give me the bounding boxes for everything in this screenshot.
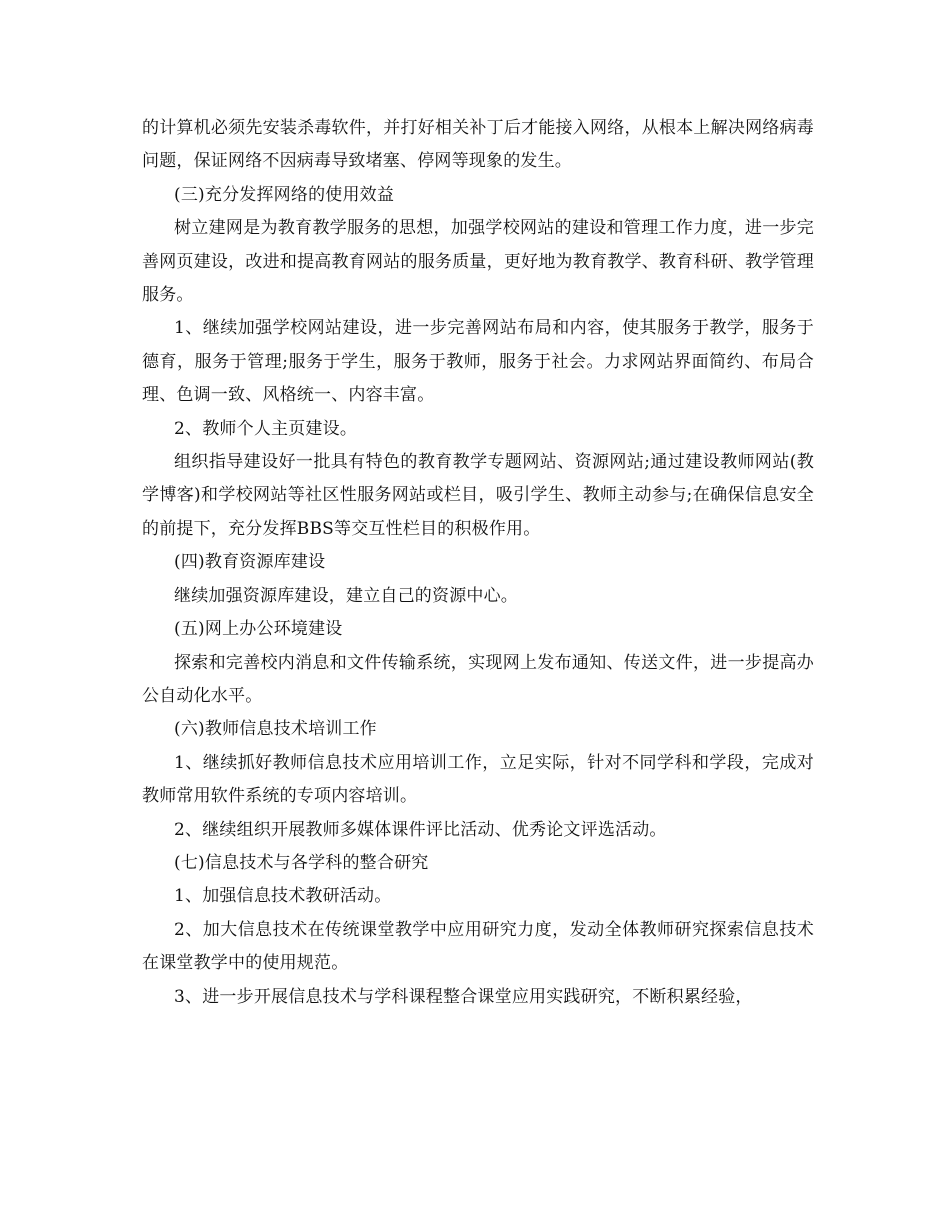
document-body [142,112,814,1014]
paragraph: 探索和完善校内消息和文件传输系统，实现网上发布通知、传送文件，进一步提高办公自动化水平。 [142,652,814,706]
list-item: 2、教师个人主页建设。 [174,418,358,439]
section-heading: (三)充分发挥网络的使用效益 [174,184,395,205]
section-heading: (七)信息技术与各学科的整合研究 [174,852,429,873]
paragraph: 树立建网是为教育教学服务的思想，加强学校网站的建设和管理工作力度，进一步完善网页建设，改进和提高教育网站的服务质量，更好地为教育教学、教育科研、教学管理服务。 [142,218,814,306]
list-item: 1、加强信息技术教研活动。 [174,886,392,907]
section-heading: (六)教师信息技术培训工作 [174,719,377,740]
list-item: 1、继续加强学校网站建设，进一步完善网站布局和内容，使其服务于教学，服务于德育，服务于管理;服务于学生，服务于教师，服务于社会。力求网站界面简约、布局合理、色调一致、风格统一、内容丰富。 [142,318,814,406]
list-item: 1、继续抓好教师信息技术应用培训工作，立足实际，针对不同学科和学段，完成对教师常用软件系统的专项内容培训。 [142,752,814,807]
list-item: 2、加大信息技术在传统课堂教学中应用研究力度，发动全体教师研究探索信息技术在课堂教学中的使用规范。 [142,919,814,974]
section-heading: (五)网上办公环境建设 [174,619,343,640]
paragraph: 组织指导建设好一批具有特色的教育教学专题网站、资源网站;通过建设教师网站(教学博客)和学校网站等社区性服务网站或栏目，吸引学生、教师主动参与;在确保信息安全的前提下，充分发挥BBS等交互性栏目的积极作用。 [142,452,814,539]
paragraph: 的计算机必须先安装杀毒软件，并打好相关补丁后才能接入网络，从根本上解决网络病毒问题，保证网络不因病毒导致堵塞、停网等现象的发生。 [142,118,814,172]
list-item: 3、进一步开展信息技术与学科课程整合课堂应用实践研究，不断积累经验， [174,986,753,1007]
section-heading: (四)教育资源库建设 [174,552,326,573]
list-item: 2、继续组织开展教师多媒体课件评比活动、优秀论文评选活动。 [174,819,667,840]
paragraph: 继续加强资源库建设，建立自己的资源中心。 [174,585,518,606]
